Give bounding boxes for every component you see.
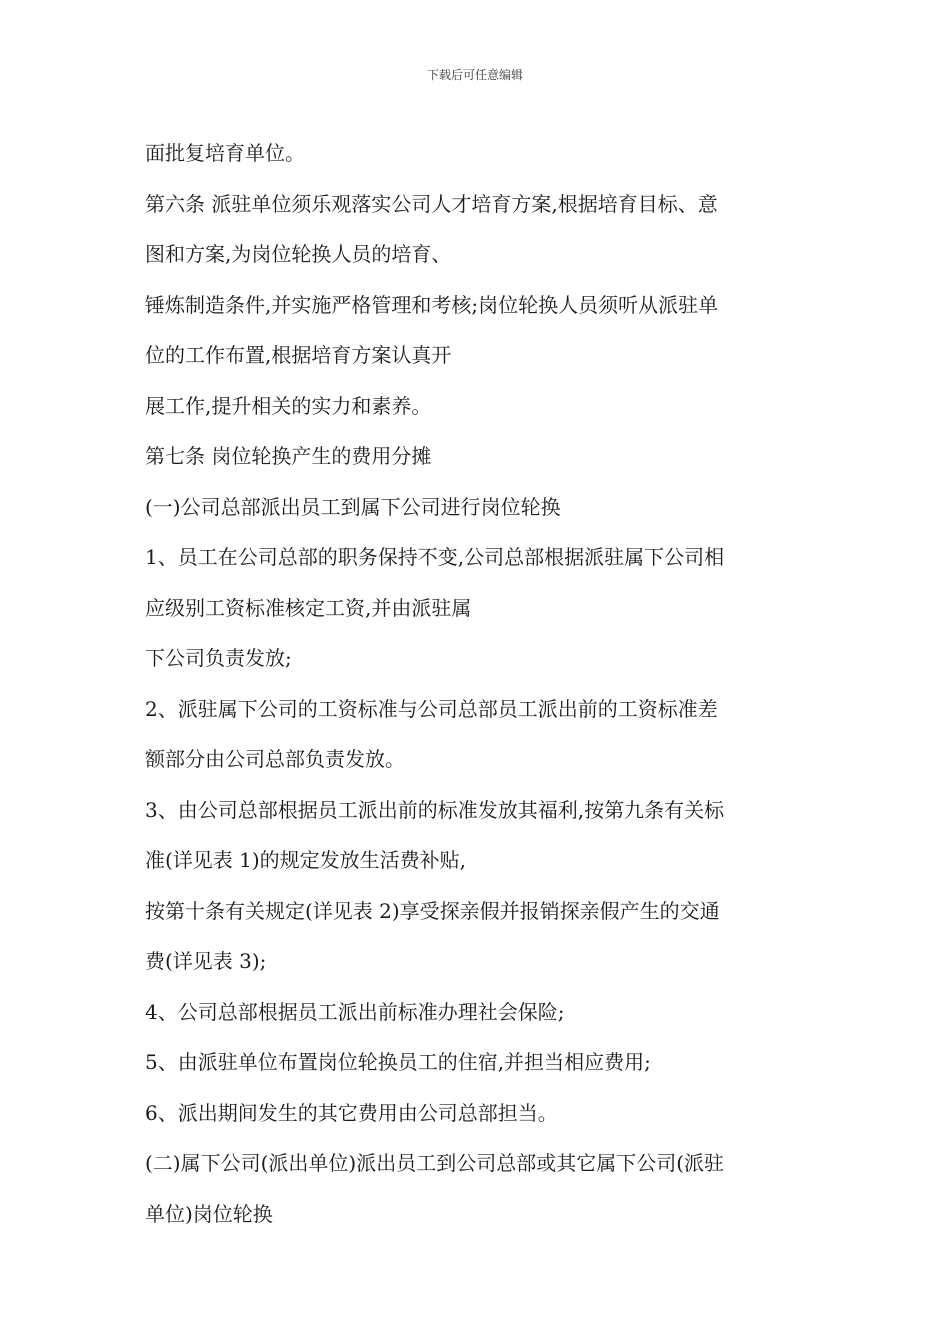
- paragraph-line: 2、派驻属下公司的工资标准与公司总部员工派出前的工资标准差: [145, 696, 718, 721]
- paragraph-line: 额部分由公司总部负责发放。: [145, 747, 405, 771]
- paragraph-line: 准(详见表 1)的规定发放生活费补贴,: [145, 848, 467, 872]
- paragraph-line: 面批复培育单位。: [145, 141, 305, 165]
- paragraph-line: 锤炼制造条件,并实施严格管理和考核;岗位轮换人员须听从派驻单: [145, 292, 719, 317]
- paragraph-line: 按第十条有关规定(详见表 2)享受探亲假并报销探亲假产生的交通: [145, 898, 720, 923]
- paragraph-line: 第七条 岗位轮换产生的费用分摊: [145, 444, 432, 468]
- paragraph-line: 5、由派驻单位布置岗位轮换员工的住宿,并担当相应费用;: [145, 1050, 651, 1074]
- paragraph-line: 3、由公司总部根据员工派出前的标准发放其福利,按第九条有关标: [145, 797, 725, 822]
- paragraph-line: (一)公司总部派出员工到属下公司进行岗位轮换: [145, 494, 561, 519]
- document-body: [145, 128, 815, 1239]
- paragraph-line: (二)属下公司(派出单位)派出员工到公司总部或其它属下公司(派驻: [145, 1151, 725, 1175]
- paragraph-line: 下公司负责发放;: [145, 646, 292, 670]
- paragraph-line: 图和方案,为岗位轮换人员的培育、: [145, 242, 452, 266]
- paragraph-line: 展工作,提升相关的实力和素养。: [145, 393, 432, 418]
- paragraph-line: 位的工作布置,根据培育方案认真开: [145, 343, 452, 367]
- paragraph-line: 第六条 派驻单位须乐观落实公司人才培育方案,根据培育目标、意: [145, 191, 718, 216]
- paragraph-line: 费(详见表 3);: [145, 949, 267, 973]
- page-header: 下载后可任意编辑: [426, 68, 523, 82]
- paragraph-line: 1、员工在公司总部的职务保持不变,公司总部根据派驻属下公司相: [145, 545, 725, 569]
- paragraph-line: 4、公司总部根据员工派出前标准办理社会保险;: [145, 999, 565, 1024]
- paragraph-line: 单位)岗位轮换: [145, 1201, 273, 1226]
- paragraph-line: 应级别工资标准核定工资,并由派驻属: [145, 595, 472, 620]
- paragraph-line: 6、派出期间发生的其它费用由公司总部担当。: [145, 1100, 558, 1125]
